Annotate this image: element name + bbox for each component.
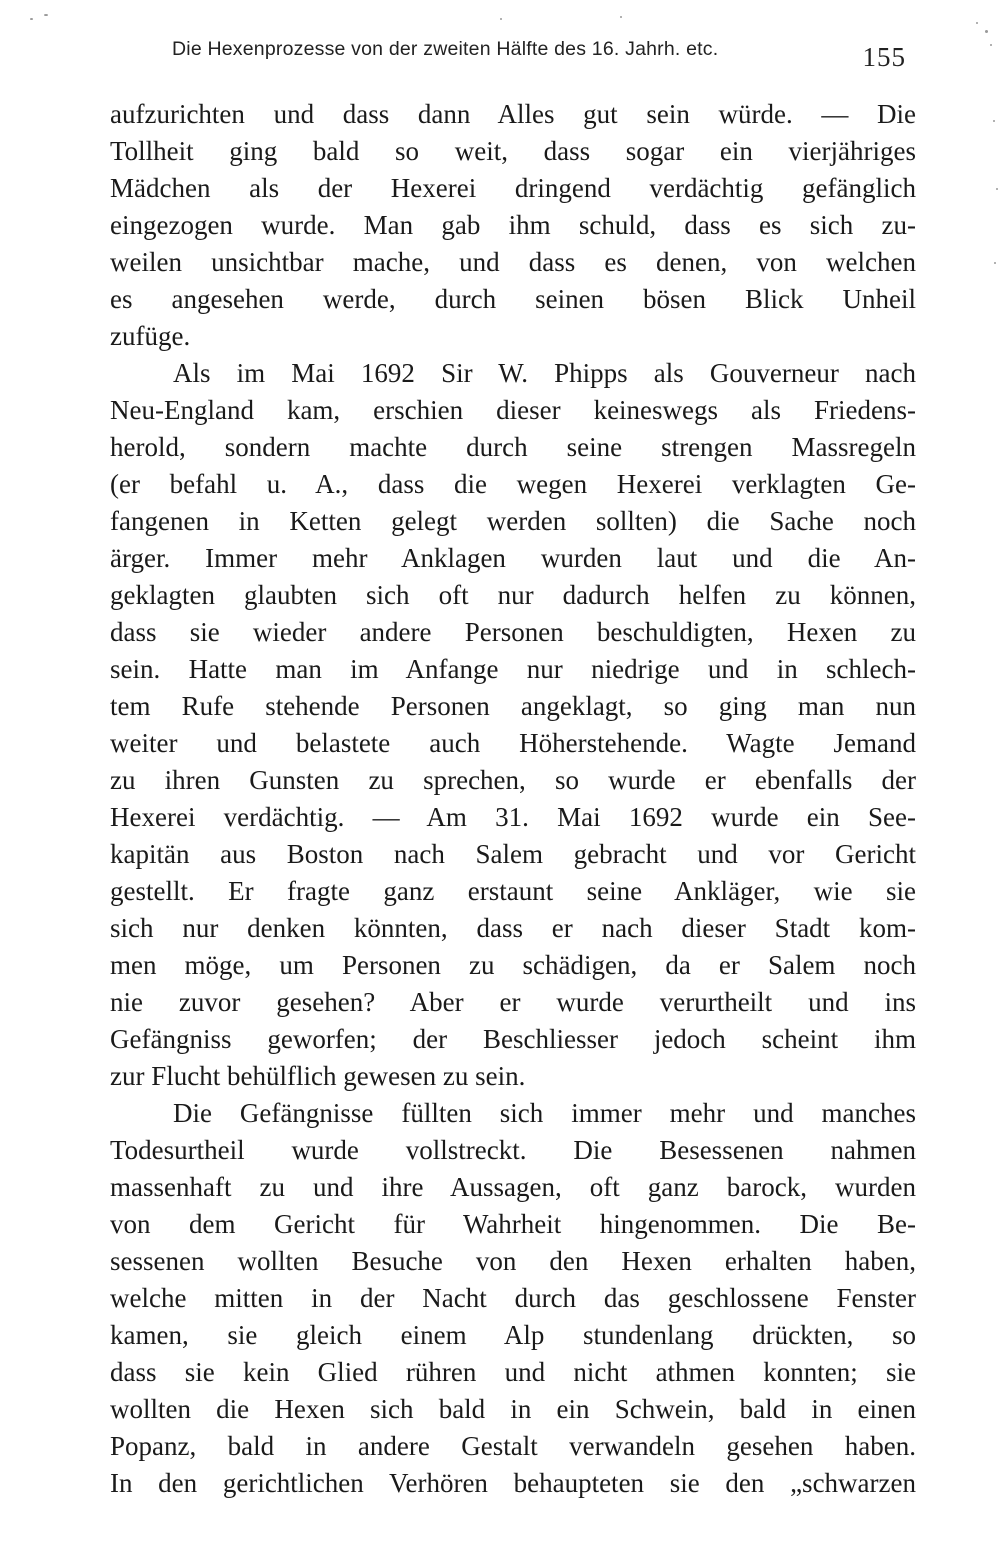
text-line: weilen unsichtbar mache, und dass es denen, von welchen <box>110 247 916 277</box>
text-line: herold, sondern machte durch seine strengen Massregeln <box>110 432 916 462</box>
text-line: tem Rufe stehende Personen angeklagt, so ging man nun <box>110 691 916 721</box>
text-line: weiter und belastete auch Höherstehende. Wagte Jemand <box>110 728 916 758</box>
scan-speck <box>994 262 996 264</box>
text-line: geklagten glaubten sich oft nur dadurch helfen zu können, <box>110 580 916 610</box>
scan-speck <box>500 18 502 20</box>
text-line: Die Gefängnisse füllten sich immer mehr und manches <box>173 1098 916 1128</box>
text-line: massenhaft zu und ihre Aussagen, oft ganz barock, wurden <box>110 1172 916 1202</box>
text-line: In den gerichtlichen Verhören behaupteten sie den „schwarzen <box>110 1468 916 1498</box>
text-line: men möge, um Personen zu schädigen, da er Salem noch <box>110 950 916 980</box>
text-line: kamen, sie gleich einem Alp stundenlang drückten, so <box>110 1320 916 1350</box>
scan-speck <box>976 22 978 24</box>
text-line: Hexerei verdächtig. — Am 31. Mai 1692 wurde ein See- <box>110 802 916 832</box>
text-line: Als im Mai 1692 Sir W. Phipps als Gouverneur nach <box>173 358 916 388</box>
text-line: sessenen wollten Besuche von den Hexen erhalten haben, <box>110 1246 916 1276</box>
scan-speck <box>30 18 33 20</box>
text-line: ärger. Immer mehr Anklagen wurden laut und die An- <box>110 543 916 573</box>
text-line: gestellt. Er fragte ganz erstaunt seine Ankläger, wie sie <box>110 876 916 906</box>
text-line: fangenen in Ketten gelegt werden sollten) die Sache noch <box>110 506 916 536</box>
scan-speck <box>620 16 622 18</box>
text-line: Gefängniss geworfen; der Beschliesser jedoch scheint ihm <box>110 1024 916 1054</box>
text-line: Mädchen als der Hexerei dringend verdächtig gefänglich <box>110 173 916 203</box>
body-text <box>110 96 916 1502</box>
text-line: dass sie wieder andere Personen beschuldigten, Hexen zu <box>110 617 916 647</box>
text-line: zu ihren Gunsten zu sprechen, so wurde er ebenfalls der <box>110 765 916 795</box>
running-title: Die Hexenprozesse von der zweiten Hälfte des 16. Jahrh. etc. <box>172 38 719 60</box>
text-line: welche mitten in der Nacht durch das geschlossene Fenster <box>110 1283 916 1313</box>
text-line: zur Flucht behülflich gewesen zu sein. <box>110 1061 526 1091</box>
text-line: Popanz, bald in andere Gestalt verwandeln gesehen haben. <box>110 1431 916 1461</box>
scan-speck <box>990 44 992 46</box>
page-number: 155 <box>862 42 906 72</box>
text-line: sein. Hatte man im Anfange nur niedrige und in schlech- <box>110 654 916 684</box>
text-line: es angesehen werde, durch seinen bösen Blick Unheil <box>110 284 916 314</box>
text-line: (er befahl u. A., dass die wegen Hexerei verklagten Ge- <box>110 469 916 499</box>
text-line: Tollheit ging bald so weit, dass sogar ein vierjähriges <box>110 136 916 166</box>
text-line: aufzurichten und dass dann Alles gut sein würde. — Die <box>110 99 916 129</box>
scan-speck <box>985 30 988 33</box>
text-line: kapitän aus Boston nach Salem gebracht und vor Gericht <box>110 839 916 869</box>
text-line: Todesurtheil wurde vollstreckt. Die Besessenen nahmen <box>110 1135 916 1165</box>
scan-speck <box>996 188 998 190</box>
scan-speck <box>993 120 995 122</box>
page-header <box>172 30 924 70</box>
text-line: von dem Gericht für Wahrheit hingenommen. Die Be- <box>110 1209 916 1239</box>
text-line: Neu-England kam, erschien dieser keineswegs als Friedens- <box>110 395 916 425</box>
text-line: dass sie kein Glied rühren und nicht athmen konnten; sie <box>110 1357 916 1387</box>
text-line: zufüge. <box>110 321 191 351</box>
text-line: wollten die Hexen sich bald in ein Schwein, bald in einen <box>110 1394 916 1424</box>
scan-speck <box>44 14 48 16</box>
text-line: nie zuvor gesehen? Aber er wurde verurtheilt und ins <box>110 987 916 1017</box>
text-line: eingezogen wurde. Man gab ihm schuld, dass es sich zu- <box>110 210 916 240</box>
text-line: sich nur denken könnten, dass er nach dieser Stadt kom- <box>110 913 916 943</box>
